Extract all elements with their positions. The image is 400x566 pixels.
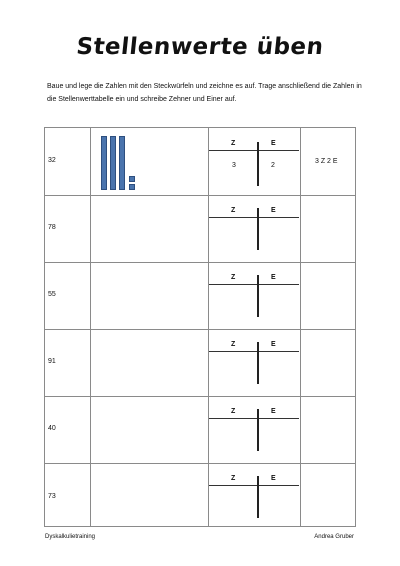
- tens-label: Z: [231, 207, 236, 214]
- place-value-vline: [257, 142, 259, 186]
- place-value-hline: [209, 284, 299, 285]
- row-number: 91: [48, 358, 56, 365]
- tens-ones-note: 3 Z 2 E: [315, 158, 338, 165]
- unit-cube: [129, 184, 135, 190]
- row-number: 78: [48, 224, 56, 231]
- ones-label: E: [271, 274, 276, 281]
- place-value-vline: [257, 275, 259, 317]
- tens-digit: 3: [232, 162, 236, 169]
- ones-label: E: [271, 140, 276, 147]
- tens-label: Z: [231, 408, 236, 415]
- ones-label: E: [271, 207, 276, 214]
- table-row: [45, 262, 355, 330]
- ones-label: E: [271, 341, 276, 348]
- unit-cube: [129, 176, 135, 182]
- place-value-vline: [257, 476, 259, 518]
- table-row: [45, 329, 355, 397]
- place-value-table: [44, 127, 356, 527]
- ones-label: E: [271, 408, 276, 415]
- place-value-hline: [209, 217, 299, 218]
- ten-rod: [119, 136, 125, 190]
- place-value-hline: [209, 150, 299, 151]
- ones-digit: 2: [271, 162, 275, 169]
- row-number: 40: [48, 425, 56, 432]
- table-row: [45, 195, 355, 263]
- row-number: 32: [48, 157, 56, 164]
- instructions: Baue und lege die Zahlen mit den Steckwürfeln und zeichne es auf. Trage anschließend die Zahlen in die Stellenwerttabelle ein und schreibe Zehner und Einer auf.: [47, 83, 362, 103]
- row-number: 55: [48, 291, 56, 298]
- page-title: Stellenwerte üben: [75, 34, 325, 60]
- place-value-vline: [257, 409, 259, 451]
- tens-label: Z: [231, 341, 236, 348]
- table-row: [45, 396, 355, 464]
- footer-left: Dyskalkulietraining: [45, 534, 96, 540]
- footer-right: Andrea Gruber: [314, 534, 354, 540]
- table-row: [45, 128, 355, 196]
- tens-label: Z: [231, 475, 236, 482]
- place-value-hline: [209, 485, 299, 486]
- row-number: 73: [48, 493, 56, 500]
- place-value-vline: [257, 208, 259, 250]
- tens-label: Z: [231, 274, 236, 281]
- place-value-hline: [209, 351, 299, 352]
- ten-rod: [110, 136, 116, 190]
- ten-rod: [101, 136, 107, 190]
- place-value-vline: [257, 342, 259, 384]
- place-value-hline: [209, 418, 299, 419]
- table-row: [45, 463, 355, 526]
- ones-label: E: [271, 475, 276, 482]
- tens-label: Z: [231, 140, 236, 147]
